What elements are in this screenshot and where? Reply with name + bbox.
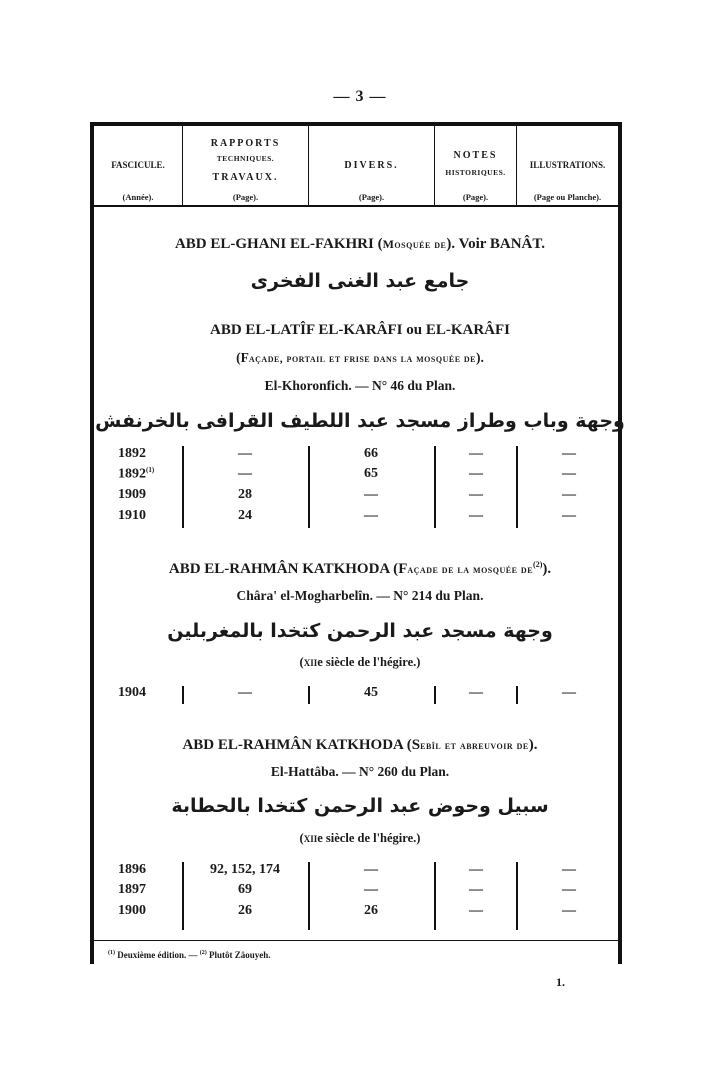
divers-cell: 45 [364, 685, 378, 700]
entry-3-title-end: ). [542, 561, 552, 577]
footnote-rule [94, 940, 618, 941]
table-row [0, 466, 720, 486]
entry-1-title-sc: Mosquée de [382, 237, 447, 251]
illustrations-cell: — [562, 487, 576, 502]
year-cell: 1910 [118, 508, 146, 523]
divers-cell: 65 [364, 466, 378, 481]
header-illustrations [516, 126, 618, 206]
notes-cell: — [469, 466, 483, 481]
header-notes-sub: (Page). [462, 192, 489, 202]
illustrations-cell: — [562, 685, 576, 700]
notes-cell: — [469, 508, 483, 523]
header-rapports-sub: (Page). [232, 192, 259, 202]
entry-1-title-end: ). Voir BANÂT. [446, 236, 546, 252]
century-numeral: xii [303, 831, 318, 845]
entry-3-title-main: ABD EL-RAHMÂN KATKHODA ( [168, 561, 399, 577]
illustrations-cell: — [562, 446, 576, 461]
table-row [0, 882, 720, 902]
footnote-text-2: Plutôt Zâouyeh. [206, 950, 271, 960]
entry-2-title: ABD EL-LATÎF EL-KARÂFI ou EL-KARÂFI [209, 322, 511, 338]
footnote-text-1: Deuxième édition. — [115, 950, 200, 960]
year-cell: 1892 [118, 446, 146, 461]
entry-4-title-sc: ebîl et abreuvoir de [420, 738, 529, 752]
header-divers [308, 126, 434, 206]
entry-3-title-first: F [398, 561, 408, 577]
illustrations-cell: — [562, 862, 576, 877]
illustrations-cell: — [562, 903, 576, 918]
header-illustrations-sub: (Page ou Planche). [533, 192, 602, 202]
divers-cell: 26 [364, 903, 378, 918]
header-fascicule-sub: (Année). [122, 192, 154, 202]
footnote-marker: (2) [533, 560, 543, 569]
year-cell: 1900 [118, 903, 146, 918]
rapports-cell: 26 [238, 903, 252, 918]
table-row [0, 862, 720, 882]
illustrations-cell: — [562, 466, 576, 481]
footnote-marker-1: (1) [108, 950, 115, 956]
page-number: — 3 — [333, 88, 387, 105]
entry-2-sub-open: ( [236, 350, 241, 365]
century-open: ( [299, 655, 304, 669]
divers-cell: — [364, 882, 378, 897]
notes-cell: — [469, 903, 483, 918]
header-divers-sub: (Page). [358, 192, 385, 202]
entry-3-title-sc: açade de la mosquée de [407, 562, 534, 576]
entry-3-arabic: وجهة مسجد عبد الرحمن كتخدا بالمغربلين [167, 620, 553, 642]
table-row [0, 446, 720, 466]
entry-3-title [0, 560, 720, 578]
entry-1-title [0, 236, 720, 253]
rapports-cell: 92, 152, 174 [210, 862, 280, 877]
entry-4-title [0, 737, 720, 754]
header-notes-line2: HISTORIQUES. [445, 168, 506, 177]
entry-1-arabic: جامع عبد الغنى الفخرى [250, 270, 470, 292]
table-row [0, 685, 720, 705]
century-open: ( [299, 831, 304, 845]
notes-cell: — [469, 882, 483, 897]
entry-4-title-main: ABD EL-RAHMÂN KATKHODA ( [182, 737, 412, 753]
century-text: e siècle de l'hégire.) [317, 655, 421, 669]
entry-4-arabic: سبيل وحوض عبد الرحمن كتخدا بالحطابة [171, 795, 549, 817]
header-notes [434, 126, 516, 206]
header-rapports [182, 126, 308, 206]
entry-2-subtitle [0, 350, 720, 366]
entry-3-location: Châra' el-Mogharbelîn. — N° 214 du Plan. [236, 588, 484, 603]
divers-cell: — [364, 862, 378, 877]
signature-mark: 1. [556, 975, 565, 989]
entry-4-century [0, 831, 720, 846]
header-illustrations-label: ILLUSTRATIONS. [529, 160, 606, 170]
entry-2-sub-close: ). [476, 350, 484, 365]
table-row [0, 508, 720, 528]
header-fascicule [94, 126, 182, 206]
rapports-cell: 28 [238, 487, 252, 502]
entry-3-century [0, 655, 720, 670]
rapports-cell: 69 [238, 882, 252, 897]
year-cell: 1904 [118, 685, 146, 700]
divers-cell: 66 [364, 446, 378, 461]
rapports-cell: 24 [238, 508, 252, 523]
divers-cell: — [364, 508, 378, 523]
entry-2-arabic: وجهة وباب وطراز مسجد عبد اللطيف القرافى بالخرنفش [95, 410, 625, 432]
year-cell: 1896 [118, 862, 146, 877]
entry-4-title-first: S [411, 737, 421, 753]
entry-2-sub-first: F [240, 350, 249, 365]
rapports-cell: — [238, 446, 252, 461]
century-text: e siècle de l'hégire.) [317, 831, 421, 845]
table-row [0, 903, 720, 923]
header-rapports-line1: RAPPORTS [210, 138, 281, 149]
century-numeral: xii [303, 655, 318, 669]
year-cell: 1909 [118, 487, 146, 502]
illustrations-cell: — [562, 508, 576, 523]
notes-cell: — [469, 685, 483, 700]
year-cell [118, 466, 154, 483]
footnote [108, 950, 271, 960]
entry-4-location: El-Hattâba. — N° 260 du Plan. [270, 764, 450, 779]
illustrations-cell: — [562, 882, 576, 897]
notes-cell: — [469, 446, 483, 461]
entry-1-title-main: ABD EL-GHANI EL-FAKHRI ( [174, 236, 383, 252]
entry-2-location: El-Khoronfich. — N° 46 du Plan. [264, 378, 456, 393]
footnote-marker: (1) [146, 466, 155, 474]
rapports-cell: — [238, 466, 252, 481]
table-row [0, 487, 720, 507]
notes-cell: — [469, 862, 483, 877]
year-cell: 1897 [118, 882, 146, 897]
entry-2-sub-sc: açade, portail et frise dans la mosquée de [248, 353, 477, 365]
entry-4-title-end: ). [528, 737, 538, 753]
divers-cell: — [364, 487, 378, 502]
header-divers-label: DIVERS. [344, 160, 399, 171]
year-value: 1892 [118, 466, 146, 482]
rapports-cell: — [238, 685, 252, 700]
header-fascicule-label: FASCICULE. [111, 160, 165, 170]
notes-cell: — [469, 487, 483, 502]
header-rapports-line2: TECHNIQUES. [216, 154, 275, 163]
header-notes-line1: NOTES [453, 150, 498, 161]
header-rapports-line3: TRAVAUX. [212, 172, 279, 183]
footnote-marker-2: (2) [199, 950, 207, 956]
